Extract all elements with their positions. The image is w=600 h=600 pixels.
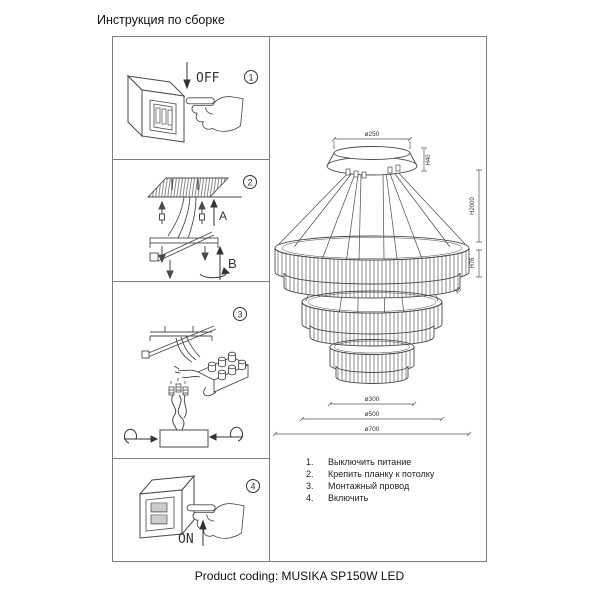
dim-ring-large [273, 426, 471, 436]
note-row [306, 456, 434, 468]
svg-text:H2000: H2000 [470, 197, 476, 215]
ring-large [275, 236, 469, 298]
dim-ring-band-depth: 30 [453, 286, 463, 296]
step-2-panel [112, 158, 268, 280]
note-row [306, 468, 434, 480]
rotation-b-arrow-icon [200, 247, 229, 280]
step-1-badge [245, 71, 258, 84]
dim-ring-small [328, 396, 416, 406]
dim-ring-band-height [470, 250, 482, 277]
svg-text:ø300: ø300 [364, 396, 380, 403]
step-4-panel [112, 457, 268, 562]
page-title: Инструкция по сборке [97, 13, 225, 27]
note-text: Монтажный провод [328, 481, 410, 491]
bracket-icon [142, 326, 216, 358]
wire-nut-icons [169, 378, 188, 395]
ceiling-icon [148, 178, 242, 197]
assembly-notes-list [306, 456, 434, 504]
canopy-box-icon [160, 430, 208, 447]
switch-on-label: ON [178, 532, 194, 547]
svg-text:H40: H40 [426, 154, 432, 166]
wall-switch-icon [128, 76, 184, 142]
svg-text:ø250: ø250 [364, 131, 380, 138]
svg-text:3: 3 [237, 309, 243, 320]
product-code: Product coding: MUSIKA SP150W LED [194, 569, 405, 583]
pointing-hand-icon [186, 97, 243, 132]
note-text: Включить [328, 493, 369, 503]
note-number: 2. [306, 469, 314, 479]
note-number: 3. [306, 481, 314, 491]
bracket-screw-icons [159, 246, 208, 278]
svg-text:ø500: ø500 [364, 411, 380, 418]
note-text: Крепить планку к потолку [328, 469, 435, 479]
wires-icon [174, 336, 200, 378]
note-row [306, 492, 434, 504]
direction-a-arrow-icon [211, 200, 217, 226]
pointing-hand-icon [187, 504, 244, 539]
note-number: 4. [306, 493, 314, 503]
note-number: 1. [306, 457, 314, 467]
rotation-arrow-right-icon [210, 427, 243, 441]
step-1-panel [112, 36, 268, 158]
svg-text:H76: H76 [470, 257, 476, 269]
svg-text:2: 2 [247, 177, 253, 188]
ring-medium [302, 291, 442, 346]
dim-suspension-height [470, 170, 482, 242]
dim-ring-medium [300, 411, 444, 421]
label-b: B [228, 256, 237, 271]
note-row [306, 480, 434, 492]
dim-canopy-height [421, 148, 432, 171]
off-down-arrow-icon [184, 62, 190, 88]
step-2-badge [244, 176, 257, 189]
switch-off-label: OFF [196, 71, 220, 86]
wall-switch-icon [140, 476, 194, 538]
ceiling-canopy [327, 147, 417, 179]
step-4-badge [247, 480, 260, 493]
note-text: Выключить питание [328, 457, 412, 467]
terminal-block-icon [198, 352, 248, 396]
svg-text:1: 1 [248, 72, 254, 83]
step-3-panel [112, 280, 268, 457]
rotation-arrow-left-icon [124, 429, 157, 443]
svg-text:4: 4 [250, 481, 256, 492]
step-3-badge [234, 308, 247, 321]
label-a: A [219, 209, 228, 223]
svg-text:ø700: ø700 [364, 426, 380, 433]
wires-icon [168, 197, 196, 238]
